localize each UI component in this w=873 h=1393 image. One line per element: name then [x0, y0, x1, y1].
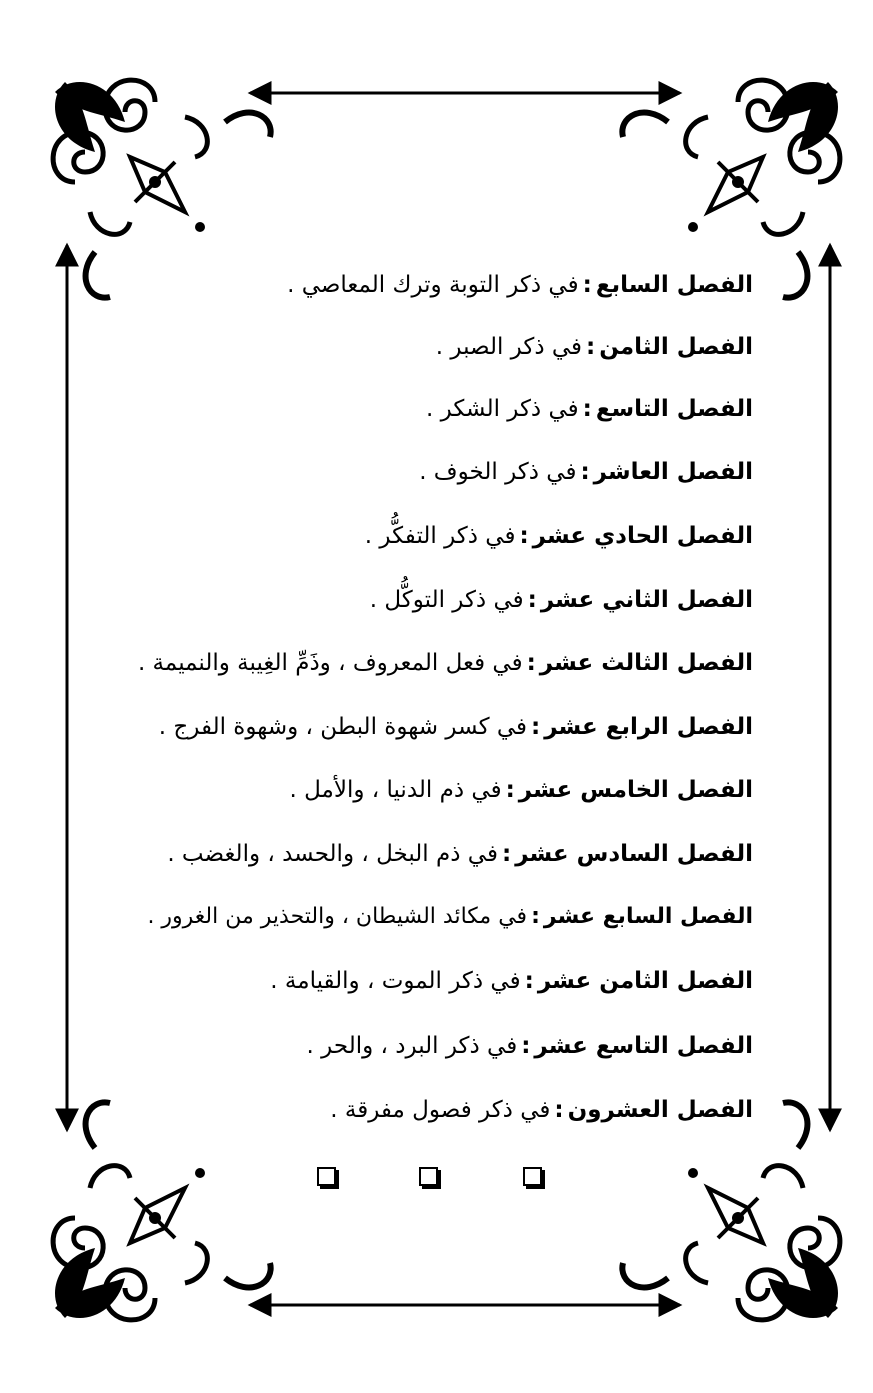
separator: : — [527, 587, 537, 613]
chapter-line — [307, 1029, 753, 1063]
separator: : — [531, 904, 540, 929]
separator: : — [521, 1033, 531, 1059]
separator: : — [531, 714, 541, 740]
chapter-line — [426, 392, 753, 426]
chapter-text: في ذكر البرد ، والحر . — [306, 1033, 518, 1059]
end-marker-square — [419, 1167, 438, 1186]
chapter-label: الفصل العشرون — [567, 1097, 753, 1123]
chapter-label: الفصل التاسع عشر — [534, 1033, 753, 1059]
chapter-line — [370, 583, 753, 617]
separator: : — [505, 777, 515, 803]
chapter-text: في فعل المعروف ، وذَمِّ الغِيبة والنميمة . — [137, 650, 523, 676]
chapter-text: في ذكر الموت ، والقيامة . — [270, 968, 521, 994]
separator: : — [519, 523, 529, 549]
chapter-text: في ذكر التوكُّل . — [369, 587, 524, 613]
separator: : — [554, 1097, 564, 1123]
end-marker-square — [523, 1167, 542, 1186]
chapter-label: الفصل السابع عشر — [543, 904, 753, 929]
chapter-label: الفصل السادس عشر — [515, 841, 753, 867]
chapter-line — [419, 455, 753, 489]
chapter-line — [147, 900, 753, 934]
separator: : — [524, 968, 534, 994]
chapter-label: الفصل الثالث عشر — [539, 650, 753, 676]
chapter-line — [330, 1093, 753, 1127]
chapter-line — [289, 773, 753, 807]
chapter-text: في ذكر الخوف . — [419, 459, 577, 485]
chapter-text: في مكائد الشيطان ، والتحذير من الغرور . — [147, 904, 528, 929]
separator: : — [582, 272, 592, 298]
chapter-line — [167, 837, 753, 871]
separator: : — [580, 459, 590, 485]
chapter-line — [436, 330, 753, 364]
chapter-line — [365, 519, 753, 553]
chapter-text: في ذكر فصول مفرقة . — [330, 1097, 551, 1123]
chapter-label: الفصل العاشر — [593, 459, 753, 485]
chapter-label: الفصل الرابع عشر — [544, 714, 753, 740]
chapter-label: الفصل الحادي عشر — [532, 523, 753, 549]
chapter-label: الفصل التاسع — [595, 396, 753, 422]
separator: : — [526, 650, 536, 676]
chapter-line — [270, 964, 753, 998]
chapter-label: الفصل الخامس عشر — [518, 777, 753, 803]
chapter-text: في ذكر التوبة وترك المعاصي . — [287, 272, 579, 298]
end-marker-square — [317, 1167, 336, 1186]
chapter-label: الفصل السابع — [595, 272, 753, 298]
chapter-text: في ذكر الشكر . — [426, 396, 579, 422]
separator: : — [501, 841, 512, 867]
chapter-text: في ذكر الصبر . — [435, 334, 583, 360]
chapter-label: الفصل الثامن — [599, 334, 753, 360]
chapter-text: في ذم البخل ، والحسد ، والغضب . — [167, 841, 498, 867]
chapter-text: في كسر شهوة البطن ، وشهوة الفرج . — [158, 714, 528, 740]
chapter-label: الفصل الثاني عشر — [540, 587, 753, 613]
chapter-line — [159, 710, 753, 744]
chapter-text: في ذم الدنيا ، والأمل . — [289, 777, 502, 803]
chapter-line — [138, 646, 753, 680]
separator: : — [586, 334, 596, 360]
separator: : — [582, 396, 592, 422]
chapter-text: في ذكر التفكُّر . — [364, 523, 516, 549]
chapter-label: الفصل الثامن عشر — [537, 968, 753, 994]
chapter-line — [287, 268, 753, 302]
